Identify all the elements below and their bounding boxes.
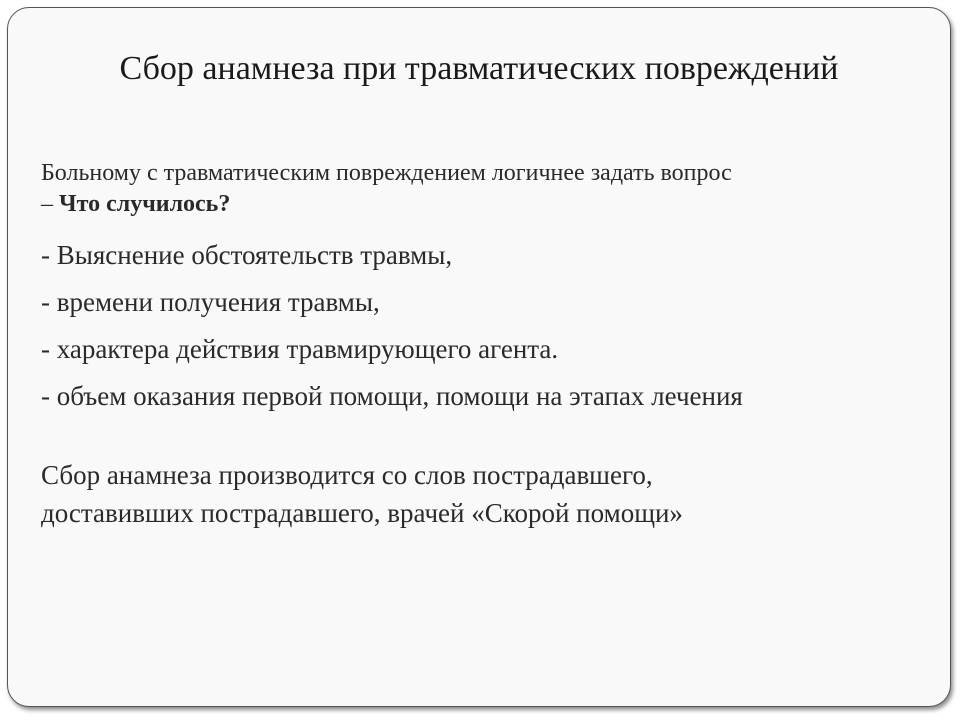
intro-question: Что случилось? bbox=[59, 191, 231, 217]
intro-paragraph bbox=[41, 158, 921, 220]
intro-dash: – bbox=[41, 191, 59, 217]
closing-paragraph bbox=[41, 456, 921, 532]
closing-line-1: Сбор анамнеза производится со слов пострадавшего, bbox=[41, 460, 653, 490]
slide-title: Сбор анамнеза при травматических повреждений bbox=[119, 50, 839, 87]
bullet-item: - Выяснение обстоятельств травмы, bbox=[41, 240, 453, 270]
bullet-item: - характера действия травмирующего агента. bbox=[41, 334, 559, 364]
slide-frame bbox=[7, 7, 951, 707]
bullet-item: - объем оказания первой помощи, помощи на этапах лечения bbox=[41, 381, 743, 411]
bullet-item: - времени получения травмы, bbox=[41, 287, 380, 317]
slide-body bbox=[41, 158, 921, 532]
closing-line-2: доставивших пострадавшего, врачей «Скорой помощи» bbox=[41, 498, 683, 528]
bullet-list bbox=[41, 232, 921, 420]
intro-text: Больному с травматическим повреждением логичнее задать вопрос bbox=[41, 160, 732, 186]
